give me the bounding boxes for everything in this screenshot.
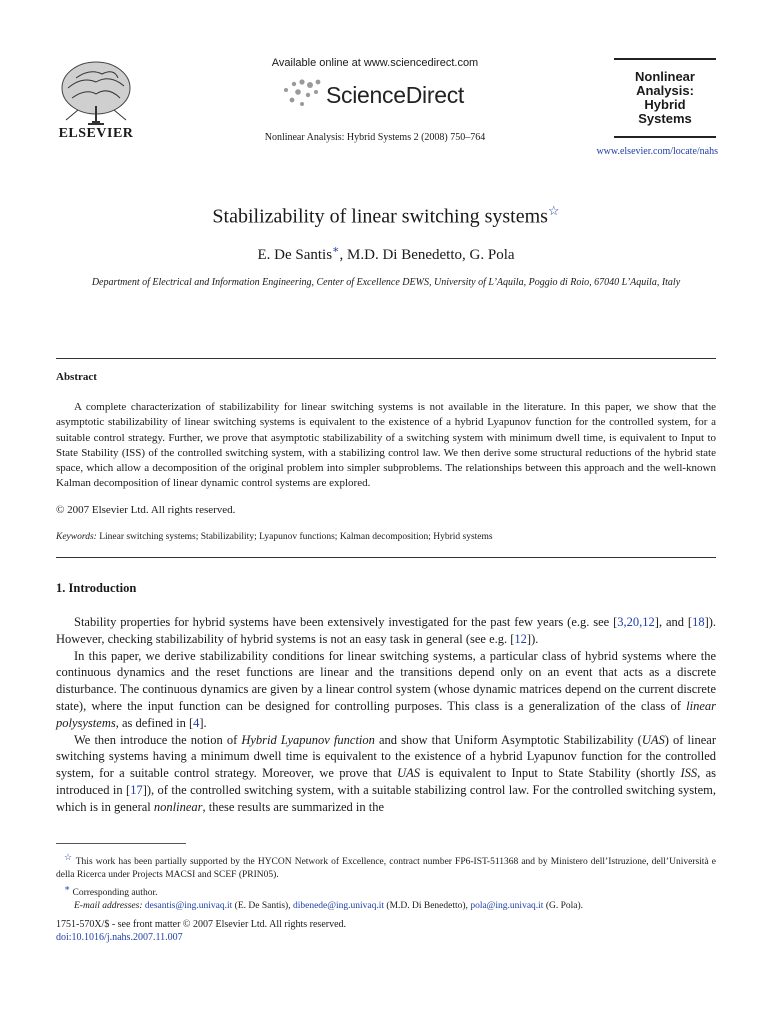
text-run: ]). bbox=[526, 631, 539, 646]
intro-paragraph-1 bbox=[56, 614, 716, 648]
text-run: ) of linear switching systems having a minimum dwell time is equivalent to the existence of a hybrid Lyapunov function for the controlled system, for a suitable control strategy. Moreover, we prove that bbox=[56, 732, 716, 781]
publisher-name: ELSEVIER bbox=[58, 126, 134, 141]
text-run: Stability properties for hybrid systems have been extensively investigated for the past few years (e.g. see [ bbox=[74, 615, 618, 629]
email-owner: (M.D. Di Benedetto), bbox=[384, 901, 471, 912]
intro-paragraph-3 bbox=[56, 732, 716, 816]
citation-link[interactable]: 17 bbox=[130, 782, 143, 797]
footnote-text: This work has been partially supported by the HYCON Network of Excellence, contract number FP6-IST-511368 and by Ministero dell’Istruzione, dell’Università e della Ricerca under Projects MACSI and SCEF (PRIN05). bbox=[56, 857, 716, 881]
journal-url-link[interactable]: www.elsevier.com/locate/nahs bbox=[596, 146, 718, 157]
introduction-body bbox=[56, 614, 716, 816]
available-online-text: Available online at www.sciencedirect.com bbox=[271, 57, 479, 69]
front-matter-info bbox=[56, 918, 346, 944]
email-owner: (G. Pola). bbox=[543, 901, 584, 912]
footnotes bbox=[56, 851, 716, 913]
footnote-emails bbox=[56, 900, 716, 913]
text-run: is equivalent to Input to State Stability (shortly bbox=[420, 766, 681, 781]
footnote-corresponding bbox=[56, 882, 716, 900]
keywords-line bbox=[56, 532, 716, 542]
text-run: ], and [ bbox=[654, 615, 693, 629]
keywords-list: Linear switching systems; Stabilizability; Lyapunov functions; Kalman decomposition; Hybrid systems bbox=[99, 532, 493, 542]
authors-rest: , M.D. Di Benedetto, G. Pola bbox=[339, 247, 515, 263]
text-run: ]), of the controlled switching system, with a suitable stabilizing control law. For the controlled switching system, which is in general bbox=[56, 782, 716, 814]
doi-link[interactable]: doi:10.1016/j.nahs.2007.11.007 bbox=[56, 932, 183, 943]
author-first: E. De Santis bbox=[257, 247, 333, 263]
italic-term: Hybrid Lyapunov function bbox=[241, 732, 375, 747]
abstract-text: A complete characterization of stabilizability for linear switching systems is not available in the literature. In this paper, we show that the asymptotic stabilizability of linear switching systems is equivalent to the existence of a hybrid Lyapunov function for the controlled system, for a suitable control strategy. Further, we prove that asymptotic stabilizability of a switching system with minimum dwell time, is equivalent to Input to State Stability (ISS) of the controlled switching system, with a stabilizing control law. We then derive some structural reductions of the hybrid state space, which allow a decomposition of the original problem into simpler subproblems. The relationships between this approach and the well-known Kalman decomposition of linear dynamic control systems are explored. bbox=[56, 401, 716, 490]
text-run: and show that Uniform Asymptotic Stabilizability ( bbox=[374, 732, 642, 747]
email-owner: (E. De Santis), bbox=[232, 901, 293, 912]
abstract-heading: Abstract bbox=[56, 371, 97, 383]
citation-link[interactable]: 3,20,12 bbox=[617, 615, 655, 629]
italic-term: nonlinear bbox=[153, 799, 203, 814]
title-footnote-star-icon[interactable]: ☆ bbox=[547, 203, 560, 218]
citation-link[interactable]: 4 bbox=[193, 715, 200, 730]
article-title-block bbox=[56, 203, 716, 229]
abstract-copyright: © 2007 Elsevier Ltd. All rights reserved. bbox=[56, 504, 236, 516]
text-run: , as defined in [ bbox=[115, 715, 194, 730]
text-run: We then introduce the notion of bbox=[74, 732, 242, 747]
text-run: , these results are summarized in the bbox=[202, 799, 385, 814]
footnote-text: Corresponding author. bbox=[72, 888, 158, 899]
intro-paragraph-2 bbox=[56, 648, 716, 732]
email-link[interactable]: dibenede@ing.univaq.it bbox=[292, 901, 385, 912]
italic-term: UAS bbox=[397, 766, 421, 781]
corresponding-asterisk-icon: ∗ bbox=[64, 883, 71, 894]
journal-title: Nonlinear Analysis: Hybrid Systems bbox=[635, 69, 695, 126]
text-run: In this paper, we derive stabilizability conditions for linear switching systems, a particular class of hybrid systems where the continuous dynamics and the reset functions are linear and the transitions depend only on an event that acts as a discrete disturbance. The continuous dynamics are given by a linear control system (whose dynamic matrices depend on the current discrete state), where the input function can be designed for controlling purposes. This class is a generalization of the class of bbox=[56, 648, 716, 713]
email-link[interactable]: pola@ing.univaq.it bbox=[470, 901, 544, 912]
authors-line bbox=[56, 243, 716, 264]
citation-link[interactable]: 12 bbox=[514, 631, 527, 646]
italic-term: linear polysystems bbox=[56, 698, 716, 730]
footnote-funding bbox=[56, 851, 716, 882]
email-link[interactable]: desantis@ing.univaq.it bbox=[144, 901, 233, 912]
journal-citation: Nonlinear Analysis: Hybrid Systems 2 (2008) 750–764 bbox=[264, 132, 486, 143]
divider-top bbox=[56, 358, 716, 359]
citation-link[interactable]: 18 bbox=[692, 615, 705, 629]
footnote-star-icon: ☆ bbox=[64, 852, 73, 862]
email-label: E-mail addresses: bbox=[74, 901, 143, 912]
footnote-divider bbox=[56, 843, 186, 844]
issn-line: 1751-570X/$ - see front matter © 2007 Elsevier Ltd. All rights reserved. bbox=[56, 919, 347, 930]
section-heading-introduction: 1. Introduction bbox=[56, 581, 137, 595]
italic-term: ISS bbox=[680, 766, 698, 781]
sciencedirect-wordmark: ScienceDirect bbox=[326, 82, 464, 108]
corresponding-author-marker[interactable]: ∗ bbox=[332, 244, 340, 256]
italic-term: UAS bbox=[641, 732, 665, 747]
text-run: ]). However, checking stabilizability of hybrid systems is not an easy task in general (see e.g. [ bbox=[56, 615, 717, 646]
text-run: ]. bbox=[199, 715, 207, 730]
affiliation: Department of Electrical and Information Engineering, Center of Excellence DEWS, University of L’Aquila, Poggio di Roio, 67040 L’Aquila, Italy bbox=[91, 277, 681, 288]
divider-bottom bbox=[56, 557, 716, 558]
keywords-label: Keywords: bbox=[56, 532, 97, 542]
text-run: , as introduced in [ bbox=[56, 766, 716, 797]
journal-cover-box bbox=[614, 58, 716, 138]
article-title: Stabilizability of linear switching systems bbox=[212, 205, 548, 228]
